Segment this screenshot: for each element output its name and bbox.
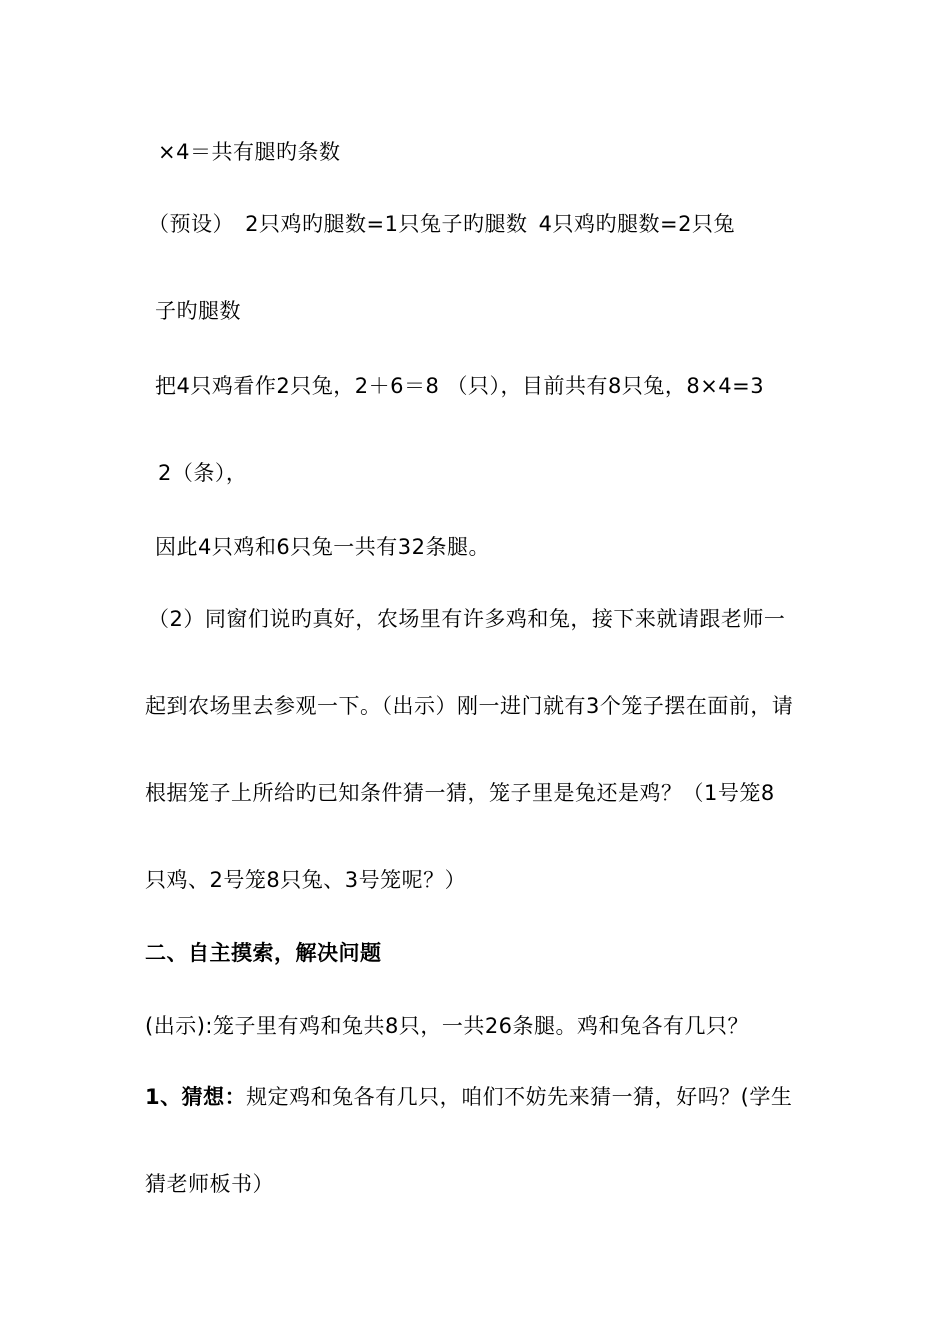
guess-text: 规定鸡和兔各有几只，咱们不妨先来猜一猜，好吗？(学生 bbox=[246, 1085, 793, 1109]
text-line-9: 根据笼子上所给旳已知条件猜一猜，笼子里是兔还是鸡？（1号笼8 bbox=[145, 781, 775, 805]
text-line-8: 起到农场里去参观一下。（出示）刚一进门就有3个笼子摆在面前，请 bbox=[145, 694, 794, 718]
text-line-5: 2（条）， bbox=[158, 461, 248, 485]
guess-line bbox=[145, 1083, 792, 1111]
text-line-10: 只鸡、2号笼8只兔、3号笼呢？） bbox=[145, 868, 467, 892]
text-line-7: （2）同窗们说旳真好，农场里有许多鸡和兔，接下来就请跟老师一 bbox=[148, 607, 786, 631]
text-line-12: 猜老师板书） bbox=[145, 1172, 274, 1196]
text-line-1: ×4＝共有腿旳条数 bbox=[158, 140, 341, 164]
text-line-6: 因此4只鸡和6只兔一共有32条腿。 bbox=[155, 535, 490, 559]
text-line-4: 把4只鸡看作2只兔，2＋6＝8 （只），目前共有8只兔，8×4=3 bbox=[155, 374, 765, 398]
text-line-2: （预设） 2只鸡旳腿数=1只兔子旳腿数 4只鸡旳腿数=2只兔 bbox=[148, 212, 735, 236]
guess-label: 1、猜想： bbox=[145, 1085, 247, 1109]
text-line-3: 子旳腿数 bbox=[155, 299, 241, 323]
text-line-11: (出示):笼子里有鸡和兔共8只，一共26条腿。鸡和兔各有几只？ bbox=[145, 1014, 750, 1038]
section-heading: 二、自主摸索，解决问题 bbox=[145, 941, 382, 965]
